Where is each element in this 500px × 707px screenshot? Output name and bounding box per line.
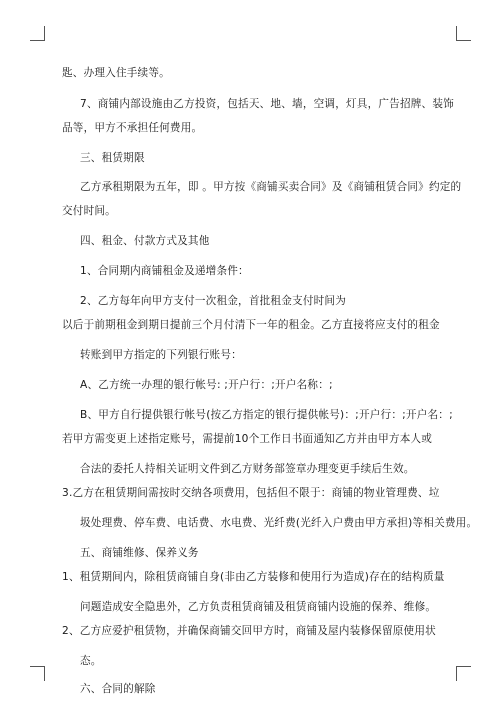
text-line: 合法的委托人持相关证明文件到乙方财务部签章办理变更手续后生效。 xyxy=(80,463,415,475)
text-line: 若甲方需变更上述指定账号，需提前10个工作日书面通知乙方并由甲方本人或 xyxy=(62,433,433,445)
text-line: 问题造成安全隐患外，乙方负责租赁商铺及租赁商铺内设施的保养、维修。 xyxy=(80,601,437,613)
text-line: A、乙方统一办理的银行帐号: ;开户行：;开户名称：; xyxy=(80,379,333,391)
crop-mark-bottom-right xyxy=(456,666,471,681)
text-line: 以后于前期租金到期日提前三个月付清下一年的租金。乙方直接将应支付的租金 xyxy=(62,319,440,331)
section-heading: 五、商铺维修、保养义务 xyxy=(80,547,199,559)
text-line: 圾处理费、停车费、电话费、水电费、光纤费(光纤入户费由甲方承担)等相关费用。 xyxy=(80,517,478,529)
text-line: 交付时间。 xyxy=(62,205,116,217)
text-line: 品等，甲方不承担任何费用。 xyxy=(62,122,203,134)
crop-mark-bottom-left xyxy=(30,666,45,681)
text-line: B、甲方自行提供银行帐号(按乙方指定的银行提供帐号)：;开户行：;开户名：; xyxy=(80,409,453,421)
text-line: 乙方承租期限为五年，即 。甲方按《商铺买卖合同》及《商铺租赁合同》约定的 xyxy=(80,181,462,193)
section-heading: 六、合同的解除 xyxy=(80,683,156,695)
crop-mark-top-left xyxy=(30,26,45,41)
section-heading: 三、租赁期限 xyxy=(80,152,145,164)
text-line: 2、乙方每年向甲方支付一次租金，首批租金支付时间为 xyxy=(80,295,346,307)
text-line: 匙、办理入住手续等。 xyxy=(62,67,170,79)
text-line: 转账到甲方指定的下列银行账号： xyxy=(80,349,242,361)
text-line: 1、租赁期间内，除租赁商铺自身(非由乙方装修和使用行为造成)存在的结构质量 xyxy=(62,571,445,583)
crop-mark-top-right xyxy=(456,26,471,41)
text-line: 2、乙方应爱护租赁物，并确保商铺交回甲方时，商铺及屋内装修保留原使用状 xyxy=(62,625,436,637)
section-heading: 四、租金、付款方式及其他 xyxy=(80,235,210,247)
text-line: 3.乙方在租赁期间需按时交纳各项费用，包括但不限于：商铺的物业管理费、垃 xyxy=(62,487,440,499)
text-line: 1、合同期内商铺租金及递增条件： xyxy=(80,265,249,277)
text-line: 态。 xyxy=(80,655,102,667)
text-line: 7、商铺内部设施由乙方投资，包括天、地、墙，空调，灯具，广告招牌、装饰 xyxy=(80,98,454,110)
